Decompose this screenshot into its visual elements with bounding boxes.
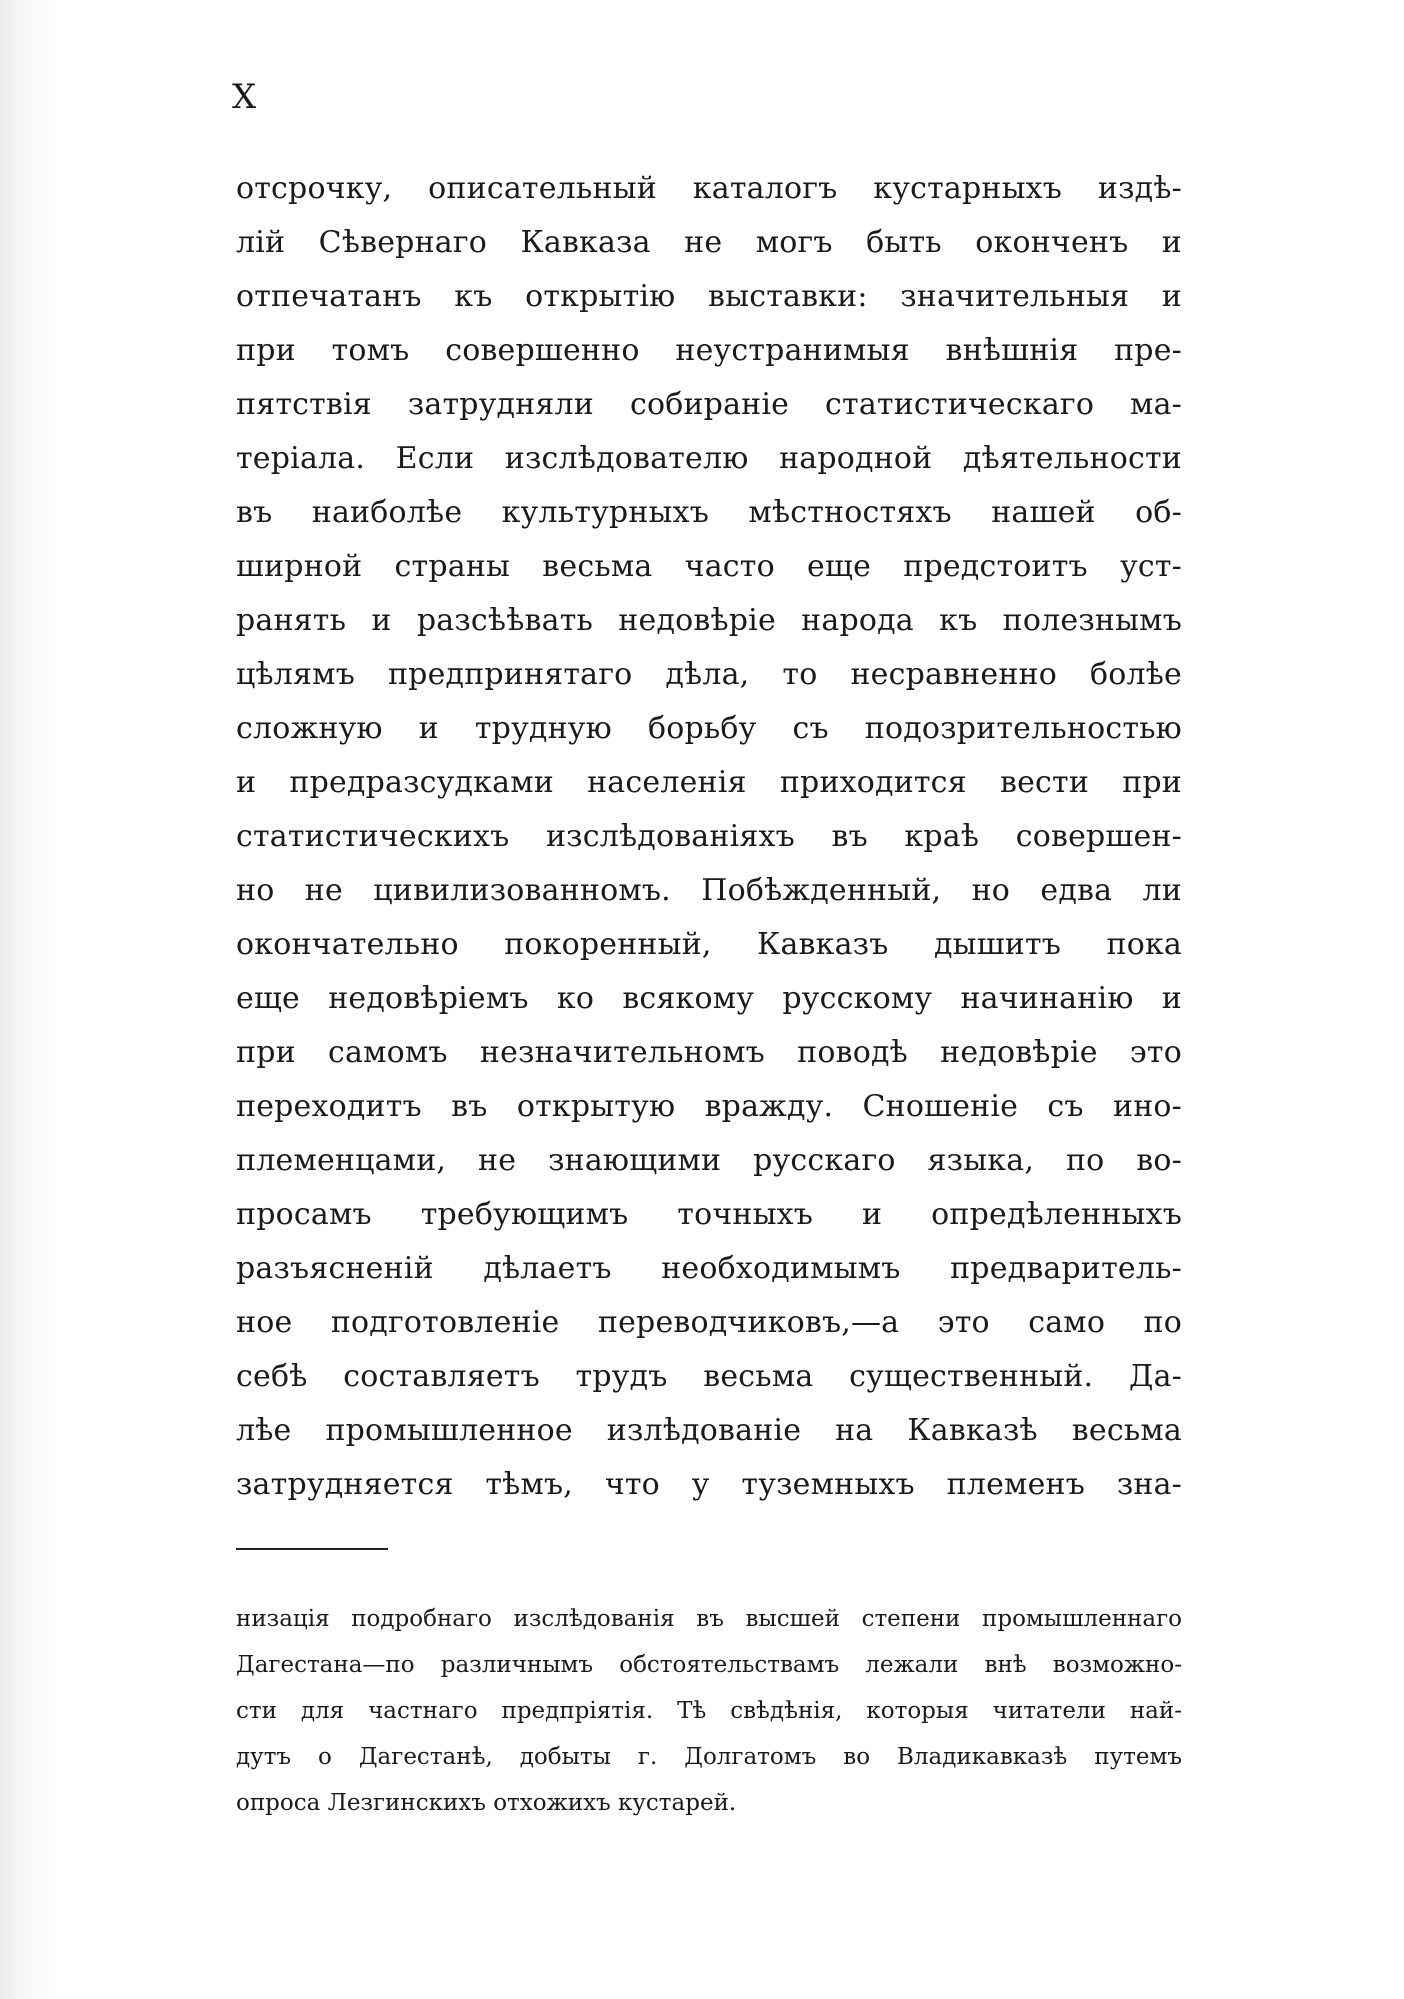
- body-line: разъясненій дѣлаетъ необходимымъ предваритель-: [236, 1251, 1182, 1286]
- body-line: при самомъ незначительномъ поводѣ недовѣріе это: [236, 1035, 1182, 1070]
- page-edge-shadow: [0, 0, 60, 1999]
- page-number: X: [232, 77, 257, 117]
- body-line: въ наиболѣе культурныхъ мѣстностяхъ нашей об-: [236, 495, 1182, 530]
- footnote-line: опроса Лезгинскихъ отхожихъ кустарей.: [236, 1790, 737, 1816]
- body-line: при томъ совершенно неустранимыя внѣшнія пре-: [236, 333, 1182, 368]
- body-line: переходитъ въ открытую вражду. Сношеніе съ ино-: [236, 1089, 1182, 1124]
- body-line: отпечатанъ къ открытію выставки: значительныя и: [236, 279, 1182, 314]
- body-line: теріала. Если изслѣдователю народной дѣятельности: [236, 441, 1182, 476]
- body-line: еще недовѣріемъ ко всякому русскому начинанію и: [236, 981, 1182, 1016]
- footnote-line: Дагестана—по различнымъ обстоятельствамъ лежали внѣ возможно-: [236, 1652, 1182, 1678]
- body-line: ширной страны весьма часто еще предстоитъ уст-: [236, 549, 1182, 584]
- body-line: и предразсудками населенія приходится вести при: [236, 765, 1182, 800]
- body-line: отсрочку, описательный каталогъ кустарныхъ издѣ-: [236, 171, 1182, 206]
- body-line: себѣ составляетъ трудъ весьма существенный. Да-: [236, 1359, 1182, 1394]
- footnote: [236, 1596, 1182, 1826]
- body-line: пятствія затрудняли собираніе статистическаго ма-: [236, 387, 1182, 422]
- body-line: лій Сѣвернаго Кавказа не могъ быть оконченъ и: [236, 225, 1182, 260]
- body-line: лѣе промышленное излѣдованіе на Кавказѣ весьма: [236, 1413, 1182, 1448]
- footnote-line: сти для частнаго предпріятія. Тѣ свѣдѣнія, которыя читатели най-: [236, 1698, 1182, 1724]
- footnote-line: дутъ о Дагестанѣ, добыты г. Долгатомъ во Владикавказѣ путемъ: [236, 1744, 1182, 1770]
- body-line: сложную и трудную борьбу съ подозрительностью: [236, 711, 1182, 746]
- body-line: окончательно покоренный, Кавказъ дышитъ пока: [236, 927, 1182, 962]
- body-line: затрудняется тѣмъ, что у туземныхъ племенъ зна-: [236, 1467, 1182, 1502]
- body-line: но не цивилизованномъ. Побѣжденный, но едва ли: [236, 873, 1182, 908]
- body-line: цѣлямъ предпринятаго дѣла, то несравненно болѣе: [236, 657, 1182, 692]
- footnote-line: низація подробнаго изслѣдованія въ высшей степени промышленнаго: [236, 1606, 1182, 1632]
- body-line: статистическихъ изслѣдованіяхъ въ краѣ совершен-: [236, 819, 1182, 854]
- body-line: ное подготовленіе переводчиковъ,—а это само по: [236, 1305, 1182, 1340]
- body-line: просамъ требующимъ точныхъ и опредѣленныхъ: [236, 1197, 1182, 1232]
- body-line: ранять и разсѣѣвать недовѣріе народа къ полезнымъ: [236, 603, 1182, 638]
- body-text: [236, 162, 1182, 1512]
- body-line: племенцами, не знающими русскаго языка, по во-: [236, 1143, 1182, 1178]
- footnote-divider: [236, 1548, 388, 1550]
